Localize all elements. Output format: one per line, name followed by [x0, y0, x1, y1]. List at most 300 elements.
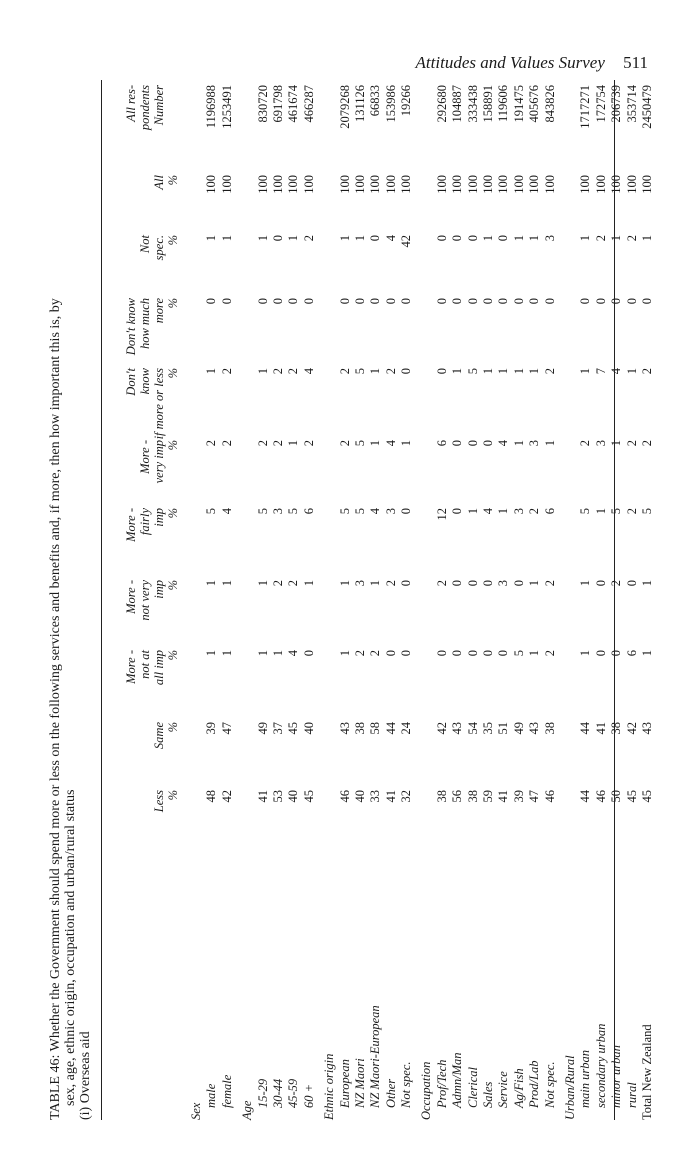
column-header-line1: [124, 790, 138, 850]
table-cell: 43: [639, 722, 654, 735]
table-cell: 1: [481, 235, 496, 242]
table-cell: 0: [255, 298, 270, 305]
table-cell: 5: [352, 508, 367, 515]
table-cell: 0: [352, 298, 367, 305]
table-cell: 0: [609, 298, 624, 305]
table-cell: 48: [204, 790, 219, 803]
column-header: [124, 85, 180, 165]
table-cell: 0: [465, 580, 480, 587]
table-cell: 41: [593, 722, 608, 735]
column-header-line3: Same: [152, 722, 166, 750]
table-cell: 466287: [301, 85, 316, 123]
table-cell: 0: [204, 298, 219, 305]
table-cell: 44: [578, 790, 593, 803]
table-cell: 0: [511, 580, 526, 587]
table-cell: 43: [527, 722, 542, 735]
table-cell: 49: [511, 722, 526, 735]
table-cell: 0: [434, 650, 449, 657]
table-cell: 3: [270, 508, 285, 515]
table-cell: 45: [624, 790, 639, 803]
table-cell: 39: [204, 722, 219, 735]
table-cell: 0: [270, 298, 285, 305]
row-label: Clerical: [465, 1067, 480, 1108]
table-cell: 0: [368, 235, 383, 242]
table-cell: 0: [465, 235, 480, 242]
table-cell: 46: [542, 790, 557, 803]
table-cell: 1: [337, 235, 352, 242]
table-row: [594, 80, 609, 1120]
row-label: Prod/Lab: [527, 1060, 542, 1108]
table-cell: 0: [301, 298, 316, 305]
table-row: [399, 80, 414, 1120]
table-cell: 100: [204, 175, 219, 194]
table-cell: 1: [352, 235, 367, 242]
column-header-line1: More -: [124, 580, 138, 614]
table-cell: 45: [286, 722, 301, 735]
table-cell: 1: [639, 650, 654, 657]
table-cell: 100: [624, 175, 639, 194]
table-cell: 2: [286, 368, 301, 375]
table-cell: 0: [527, 298, 542, 305]
table-caption: [48, 80, 93, 1120]
column-header: [124, 790, 180, 850]
column-header-line3: All: [152, 175, 166, 190]
table-cell: 24: [399, 722, 414, 735]
table-cell: 43: [337, 722, 352, 735]
column-header-line1: More -: [124, 650, 138, 684]
table-cell: 37: [270, 722, 285, 735]
table-cell: 1: [368, 368, 383, 375]
column-header: [124, 235, 180, 295]
table-cell: 5: [578, 508, 593, 515]
table-cell: 1: [368, 440, 383, 447]
table-cell: 0: [399, 650, 414, 657]
table-cell: 0: [511, 298, 526, 305]
table-cell: 1: [578, 580, 593, 587]
column-headers: [108, 80, 180, 1120]
table-cell: 1: [255, 235, 270, 242]
table-row: [256, 80, 271, 1120]
table-cell: 0: [578, 298, 593, 305]
table-cell: 1: [496, 508, 511, 515]
table-cell: 1: [286, 235, 301, 242]
column-header-line1: Don't: [124, 368, 138, 396]
row-label: Age: [240, 1100, 255, 1120]
table-cell: 100: [399, 175, 414, 194]
table-cell: 191475: [511, 85, 526, 123]
column-header: [124, 368, 180, 448]
table-cell: 100: [434, 175, 449, 194]
table-cell: 0: [450, 580, 465, 587]
table-cell: 1: [578, 235, 593, 242]
column-header: [124, 298, 180, 378]
column-header: [124, 722, 180, 782]
table-body: [189, 80, 655, 1120]
table-cell: 45: [639, 790, 654, 803]
table-cell: 5: [511, 650, 526, 657]
table-cell: 4: [219, 508, 234, 515]
table-cell: 2: [639, 368, 654, 375]
table-row: [527, 80, 542, 1120]
table-row: [450, 80, 465, 1120]
table-cell: 0: [609, 650, 624, 657]
page-number: 511: [623, 53, 648, 72]
table-cell: 1: [219, 235, 234, 242]
table-cell: 7: [593, 368, 608, 375]
table-cell: 0: [434, 368, 449, 375]
column-header-unit: [166, 85, 180, 165]
table-cell: 3: [383, 508, 398, 515]
column-header-line2: More -: [138, 440, 152, 474]
table-cell: 172754: [593, 85, 608, 123]
table-cell: 333438: [465, 85, 480, 123]
table-cell: 1: [450, 368, 465, 375]
table-cell: 1: [639, 580, 654, 587]
table-cell: 43: [450, 722, 465, 735]
row-label: minor urban: [609, 1045, 624, 1108]
table-cell: 1: [204, 580, 219, 587]
row-label: Occupation: [419, 1061, 434, 1120]
table-cell: 0: [383, 298, 398, 305]
caption-line-2: sex, age, ethnic origin, occupation and urban/rural status: [63, 789, 78, 1106]
table-cell: 1253491: [219, 85, 234, 129]
column-header-line2: know: [138, 368, 152, 395]
page-header: [416, 53, 648, 73]
table-cell: 2: [270, 440, 285, 447]
table-cell: 830720: [255, 85, 270, 123]
table-cell: 2450479: [639, 85, 654, 129]
table-cell: 1: [527, 580, 542, 587]
table-cell: 2: [337, 368, 352, 375]
table-cell: 42: [219, 790, 234, 803]
column-header-line2: [138, 175, 152, 225]
table-cell: 0: [496, 650, 511, 657]
table-cell: 2: [624, 235, 639, 242]
table-cell: 2: [286, 580, 301, 587]
table-cell: 1: [301, 580, 316, 587]
table-cell: 44: [383, 722, 398, 735]
table-cell: 0: [301, 650, 316, 657]
table-cell: 4: [383, 440, 398, 447]
table-row: [353, 80, 368, 1120]
row-group-heading: [240, 80, 255, 1120]
table-cell: 2: [434, 580, 449, 587]
table-cell: 1: [204, 368, 219, 375]
table-cell: 39: [511, 790, 526, 803]
column-header: [124, 508, 180, 578]
table-cell: 2: [270, 580, 285, 587]
table-cell: 5: [286, 508, 301, 515]
table-cell: 41: [383, 790, 398, 803]
table-cell: 2: [270, 368, 285, 375]
table-cell: 405676: [527, 85, 542, 123]
table-cell: 4: [301, 368, 316, 375]
caption-line-3: (i) Overseas aid: [78, 1031, 93, 1120]
table-cell: 1: [527, 650, 542, 657]
row-label: Other: [383, 1078, 398, 1108]
table-cell: 3: [542, 235, 557, 242]
row-label: Sex: [189, 1102, 203, 1120]
row-label: NZ Maori-European: [368, 1005, 383, 1108]
column-header-line3: if more or less: [152, 368, 166, 440]
table-cell: 4: [286, 650, 301, 657]
table-cell: 58: [368, 722, 383, 735]
table-cell: 2: [219, 368, 234, 375]
column-header: [124, 175, 180, 225]
column-header-line3: Number: [152, 85, 166, 126]
table-cell: 0: [496, 298, 511, 305]
row-total: [640, 80, 655, 1120]
table-cell: 1: [219, 580, 234, 587]
table-row: [512, 80, 527, 1120]
table-cell: 1: [481, 368, 496, 375]
column-header-unit: %: [166, 440, 180, 451]
table-cell: 2: [578, 440, 593, 447]
column-header-unit: %: [166, 790, 180, 801]
column-header-line1: All res-: [124, 85, 138, 122]
table-cell: 292680: [434, 85, 449, 123]
table-cell: 5: [337, 508, 352, 515]
table-cell: 1196988: [204, 85, 219, 129]
table-cell: 1: [399, 440, 414, 447]
table-cell: 0: [465, 298, 480, 305]
column-header-line2: not very: [138, 580, 152, 621]
row-label: Ethnic origin: [322, 1053, 337, 1120]
table-cell: 19266: [399, 85, 414, 117]
table-row: [496, 80, 511, 1120]
table-cell: 3: [496, 580, 511, 587]
row-label: European: [337, 1059, 352, 1108]
table-cell: 1: [578, 368, 593, 375]
table-cell: 691798: [270, 85, 285, 123]
table-cell: 0: [383, 650, 398, 657]
table-cell: 2: [301, 235, 316, 242]
column-header-line2: not at: [138, 650, 152, 679]
table-cell: 4: [609, 368, 624, 375]
table-cell: 0: [450, 235, 465, 242]
table-cell: 0: [593, 580, 608, 587]
row-label: female: [219, 1074, 234, 1108]
table-cell: 100: [609, 175, 624, 194]
row-label: Admn/Man: [450, 1052, 465, 1108]
table-cell: 1: [270, 650, 285, 657]
table-cell: 38: [465, 790, 480, 803]
table-cell: 2: [352, 650, 367, 657]
table-cell: 38: [352, 722, 367, 735]
table-cell: 0: [450, 298, 465, 305]
table-cell: 0: [481, 298, 496, 305]
table-row: [625, 80, 640, 1120]
table-cell: 0: [219, 298, 234, 305]
column-header-unit: %: [166, 298, 180, 309]
row-group-heading: [563, 80, 578, 1120]
table-cell: 0: [450, 650, 465, 657]
table-cell: 100: [465, 175, 480, 194]
table-cell: 5: [204, 508, 219, 515]
table-cell: 3: [511, 508, 526, 515]
row-label: Total New Zealand: [639, 1024, 654, 1120]
table-cell: 100: [481, 175, 496, 194]
table-cell: 12: [434, 508, 449, 521]
table-cell: 40: [286, 790, 301, 803]
column-header-unit: %: [166, 722, 180, 733]
table-cell: 100: [383, 175, 398, 194]
table-cell: 100: [337, 175, 352, 194]
table-cell: 1: [337, 650, 352, 657]
column-header-line1: More -: [124, 508, 138, 542]
table-cell: 0: [465, 440, 480, 447]
table-cell: 0: [465, 650, 480, 657]
table-cell: 0: [639, 298, 654, 305]
table-cell: 131126: [352, 85, 367, 123]
column-header-line3: Less: [152, 790, 166, 813]
table-cell: 3: [593, 440, 608, 447]
table-cell: 4: [368, 508, 383, 515]
table-cell: 0: [337, 298, 352, 305]
row-label: main urban: [578, 1050, 593, 1108]
table-cell: 6: [542, 508, 557, 515]
table-cell: 0: [399, 508, 414, 515]
table-cell: 2: [337, 440, 352, 447]
table-cell: 54: [465, 722, 480, 735]
caption-line-1: TABLE 46: Whether the Government should spend more or less on the following services and benefits and, if more, then how important this is, by: [48, 298, 63, 1120]
table-cell: 100: [301, 175, 316, 194]
column-header-line1: [124, 722, 138, 782]
table-cell: 49: [255, 722, 270, 735]
table-cell: 1: [219, 650, 234, 657]
table-cell: 100: [578, 175, 593, 194]
table-cell: 1: [639, 235, 654, 242]
table-cell: 51: [496, 722, 511, 735]
table-cell: 0: [450, 440, 465, 447]
column-header-unit: %: [166, 235, 180, 246]
row-label: Sales: [481, 1081, 496, 1108]
table-cell: 2079268: [337, 85, 352, 129]
table-cell: 5: [352, 368, 367, 375]
table-cell: 1: [511, 368, 526, 375]
table-cell: 0: [542, 298, 557, 305]
table-cell: 3: [352, 580, 367, 587]
table-top-rule: [101, 80, 102, 1120]
table-cell: 1: [204, 235, 219, 242]
table-cell: 2: [593, 235, 608, 242]
column-header-line3: imp: [152, 508, 166, 527]
row-label: 45-59: [286, 1078, 301, 1108]
table-row: [384, 80, 399, 1120]
column-header-line1: Don't know: [124, 298, 138, 356]
row-label: male: [204, 1083, 219, 1108]
table-cell: 2: [624, 508, 639, 515]
table-cell: 206739: [609, 85, 624, 123]
table-row: [481, 80, 496, 1120]
table-cell: 104887: [450, 85, 465, 123]
table-cell: 4: [481, 508, 496, 515]
table-cell: 50: [609, 790, 624, 803]
table-row: [609, 80, 624, 1120]
row-label: Not spec.: [399, 1061, 414, 1108]
table-cell: 119606: [496, 85, 511, 123]
table-cell: 3: [527, 440, 542, 447]
column-header-line3: very imp: [152, 440, 166, 484]
table-cell: 0: [368, 298, 383, 305]
column-header-unit: %: [166, 175, 180, 186]
table-cell: 5: [639, 508, 654, 515]
table-cell: 100: [286, 175, 301, 194]
rotated-table-region: [48, 80, 654, 1120]
table-row: [435, 80, 450, 1120]
table-cell: 2: [542, 368, 557, 375]
table-row: [286, 80, 301, 1120]
table-cell: 38: [542, 722, 557, 735]
column-header-unit: %: [166, 650, 180, 661]
column-header: [124, 440, 180, 510]
table-cell: 5: [255, 508, 270, 515]
column-header-line1: [124, 175, 138, 225]
row-group-heading: [419, 80, 434, 1120]
table-cell: 44: [578, 722, 593, 735]
table-cell: 1: [286, 440, 301, 447]
table-cell: 0: [399, 580, 414, 587]
table-cell: 42: [399, 235, 414, 248]
table-cell: 40: [352, 790, 367, 803]
table-cell: 1717271: [578, 85, 593, 129]
table-cell: 0: [434, 298, 449, 305]
column-header-line2: fairly: [138, 508, 152, 536]
table-cell: 33: [368, 790, 383, 803]
table-cell: 2: [624, 440, 639, 447]
table-cell: 46: [337, 790, 352, 803]
row-label: 60 +: [301, 1083, 316, 1108]
table-cell: 1: [337, 580, 352, 587]
table-cell: 53: [270, 790, 285, 803]
table-cell: 5: [465, 368, 480, 375]
row-label: Ag/Fish: [511, 1068, 526, 1108]
table-cell: 100: [511, 175, 526, 194]
table-cell: 1: [527, 235, 542, 242]
table-cell: 45: [301, 790, 316, 803]
table-cell: 0: [434, 235, 449, 242]
table-cell: 153986: [383, 85, 398, 123]
table-row: [302, 80, 317, 1120]
table-cell: 4: [383, 235, 398, 242]
table-cell: 100: [368, 175, 383, 194]
table-cell: 843826: [542, 85, 557, 123]
table-cell: 0: [270, 235, 285, 242]
table-cell: 2: [219, 440, 234, 447]
table-cell: 2: [383, 368, 398, 375]
table-cell: 41: [255, 790, 270, 803]
table-cell: 0: [593, 298, 608, 305]
table-cell: 2: [639, 440, 654, 447]
table-cell: 2: [542, 580, 557, 587]
column-header-line2: [138, 790, 152, 850]
table-cell: 4: [496, 440, 511, 447]
table-cell: 2: [527, 508, 542, 515]
table-cell: 42: [434, 722, 449, 735]
table-cell: 2: [383, 580, 398, 587]
row-group-heading: [322, 80, 337, 1120]
column-header-line3: all imp: [152, 650, 166, 686]
table-cell: 353714: [624, 85, 639, 123]
table-cell: 32: [399, 790, 414, 803]
row-label: NZ Maori: [352, 1058, 367, 1108]
table-cell: 158891: [481, 85, 496, 123]
table-cell: 2: [542, 650, 557, 657]
table-cell: 2: [609, 580, 624, 587]
table-cell: 100: [255, 175, 270, 194]
row-label: 30-44: [270, 1078, 285, 1108]
table-cell: 1: [609, 440, 624, 447]
